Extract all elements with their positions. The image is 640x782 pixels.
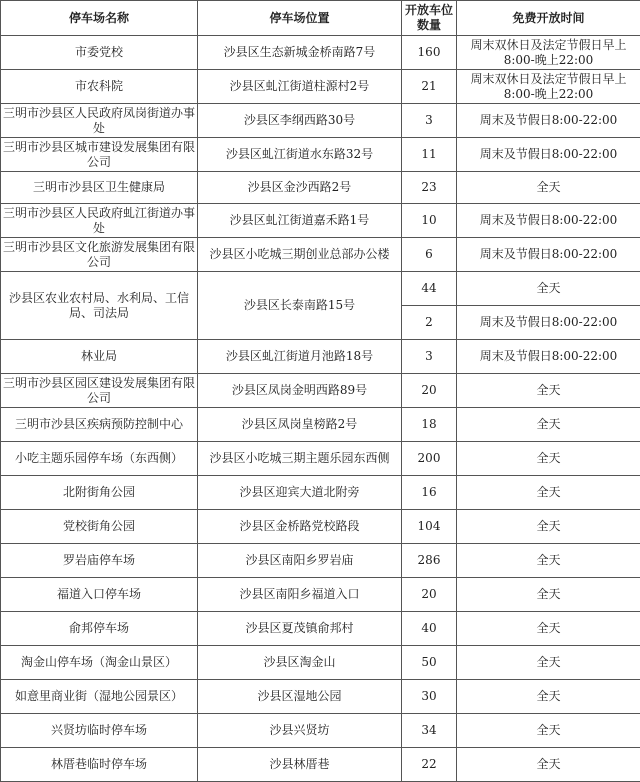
cell-time: 全天 <box>457 714 640 748</box>
cell-name: 罗岩庙停车场 <box>1 544 198 578</box>
cell-name: 如意里商业街（湿地公园景区） <box>1 680 198 714</box>
cell-spaces: 160 <box>402 36 457 70</box>
cell-time: 周末及节假日8:00-22:00 <box>457 104 640 138</box>
cell-spaces: 6 <box>402 238 457 272</box>
cell-spaces: 3 <box>402 104 457 138</box>
cell-time: 周末双休日及法定节假日早上8:00-晚上22:00 <box>457 36 640 70</box>
cell-location: 沙县林厝巷 <box>198 748 402 782</box>
table-row <box>1 138 640 172</box>
header-location: 停车场位置 <box>198 1 402 36</box>
cell-name: 三明市沙县区人民政府凤岗街道办事处 <box>1 104 198 138</box>
cell-location: 沙县区虬江街道水东路32号 <box>198 138 402 172</box>
table-row <box>1 544 640 578</box>
cell-location: 沙县区长泰南路15号 <box>198 272 402 340</box>
cell-spaces: 11 <box>402 138 457 172</box>
table-row <box>1 510 640 544</box>
cell-name: 市农科院 <box>1 70 198 104</box>
cell-time: 全天 <box>457 374 640 408</box>
cell-name: 小吃主题乐园停车场（东西侧） <box>1 442 198 476</box>
table-row <box>1 204 640 238</box>
table-row <box>1 104 640 138</box>
cell-location: 沙县区夏茂镇俞邦村 <box>198 612 402 646</box>
cell-location: 沙县区淘金山 <box>198 646 402 680</box>
cell-spaces: 16 <box>402 476 457 510</box>
cell-location: 沙县区迎宾大道北附旁 <box>198 476 402 510</box>
cell-location: 沙县区凤岗金明西路89号 <box>198 374 402 408</box>
cell-name: 北附街角公园 <box>1 476 198 510</box>
table-row <box>1 36 640 70</box>
cell-time: 全天 <box>457 748 640 782</box>
table-row <box>1 612 640 646</box>
cell-spaces: 34 <box>402 714 457 748</box>
cell-name: 林厝巷临时停车场 <box>1 748 198 782</box>
cell-location: 沙县区虬江街道嘉禾路1号 <box>198 204 402 238</box>
cell-time: 周末及节假日8:00-22:00 <box>457 306 640 340</box>
table-row <box>1 172 640 204</box>
cell-time: 全天 <box>457 476 640 510</box>
cell-location: 沙县兴贤坊 <box>198 714 402 748</box>
cell-name: 三明市沙县区卫生健康局 <box>1 172 198 204</box>
cell-time: 全天 <box>457 544 640 578</box>
cell-time: 全天 <box>457 272 640 306</box>
cell-name: 市委党校 <box>1 36 198 70</box>
cell-spaces: 10 <box>402 204 457 238</box>
cell-name: 党校街角公园 <box>1 510 198 544</box>
cell-location: 沙县区金桥路党校路段 <box>198 510 402 544</box>
table-row <box>1 646 640 680</box>
cell-time: 周末及节假日8:00-22:00 <box>457 204 640 238</box>
cell-time: 周末双休日及法定节假日早上8:00-晚上22:00 <box>457 70 640 104</box>
cell-spaces: 20 <box>402 374 457 408</box>
cell-spaces: 20 <box>402 578 457 612</box>
cell-time: 全天 <box>457 680 640 714</box>
cell-spaces: 18 <box>402 408 457 442</box>
cell-time: 周末及节假日8:00-22:00 <box>457 138 640 172</box>
cell-time: 全天 <box>457 172 640 204</box>
cell-spaces: 23 <box>402 172 457 204</box>
cell-spaces: 40 <box>402 612 457 646</box>
cell-spaces: 286 <box>402 544 457 578</box>
table-row <box>1 374 640 408</box>
cell-spaces: 3 <box>402 340 457 374</box>
table-row <box>1 340 640 374</box>
cell-name: 福道入口停车场 <box>1 578 198 612</box>
cell-name: 兴贤坊临时停车场 <box>1 714 198 748</box>
cell-name: 三明市沙县区园区建设发展集团有限公司 <box>1 374 198 408</box>
header-row <box>1 1 640 36</box>
cell-spaces: 200 <box>402 442 457 476</box>
cell-name: 三明市沙县区文化旅游发展集团有限公司 <box>1 238 198 272</box>
table-row <box>1 748 640 782</box>
cell-location: 沙县区凤岗皇榜路2号 <box>198 408 402 442</box>
table-row <box>1 442 640 476</box>
cell-location: 沙县区湿地公园 <box>198 680 402 714</box>
cell-location: 沙县区金沙西路2号 <box>198 172 402 204</box>
cell-spaces: 30 <box>402 680 457 714</box>
cell-time: 全天 <box>457 646 640 680</box>
cell-location: 沙县区虬江街道柱源村2号 <box>198 70 402 104</box>
cell-spaces: 2 <box>402 306 457 340</box>
table-row <box>1 680 640 714</box>
header-spaces: 开放车位数量 <box>402 1 457 36</box>
cell-time: 全天 <box>457 408 640 442</box>
header-time: 免费开放时间 <box>457 1 640 36</box>
cell-spaces: 21 <box>402 70 457 104</box>
cell-name: 三明市沙县区人民政府虬江街道办事处 <box>1 204 198 238</box>
cell-name: 淘金山停车场（淘金山景区） <box>1 646 198 680</box>
cell-location: 沙县区生态新城金桥南路7号 <box>198 36 402 70</box>
cell-name: 林业局 <box>1 340 198 374</box>
table-row <box>1 476 640 510</box>
cell-time: 全天 <box>457 612 640 646</box>
cell-location: 沙县区小吃城三期主题乐园东西侧 <box>198 442 402 476</box>
cell-name: 三明市沙县区城市建设发展集团有限公司 <box>1 138 198 172</box>
cell-time: 全天 <box>457 578 640 612</box>
cell-spaces: 104 <box>402 510 457 544</box>
table-row <box>1 70 640 104</box>
cell-location: 沙县区南阳乡福道入口 <box>198 578 402 612</box>
cell-time: 周末及节假日8:00-22:00 <box>457 340 640 374</box>
table-row <box>1 238 640 272</box>
cell-location: 沙县区小吃城三期创业总部办公楼 <box>198 238 402 272</box>
table-body <box>1 36 640 782</box>
cell-spaces: 50 <box>402 646 457 680</box>
cell-spaces: 44 <box>402 272 457 306</box>
cell-location: 沙县区南阳乡罗岩庙 <box>198 544 402 578</box>
cell-spaces: 22 <box>402 748 457 782</box>
header-name: 停车场名称 <box>1 1 198 36</box>
table-row <box>1 408 640 442</box>
table-row <box>1 578 640 612</box>
cell-location: 沙县区虬江街道月池路18号 <box>198 340 402 374</box>
table-row <box>1 272 640 306</box>
table-row <box>1 714 640 748</box>
cell-time: 周末及节假日8:00-22:00 <box>457 238 640 272</box>
cell-time: 全天 <box>457 510 640 544</box>
cell-time: 全天 <box>457 442 640 476</box>
cell-location: 沙县区李纲西路30号 <box>198 104 402 138</box>
cell-name: 三明市沙县区疾病预防控制中心 <box>1 408 198 442</box>
cell-name: 俞邦停车场 <box>1 612 198 646</box>
cell-name: 沙县区农业农村局、水利局、工信局、司法局 <box>1 272 198 340</box>
